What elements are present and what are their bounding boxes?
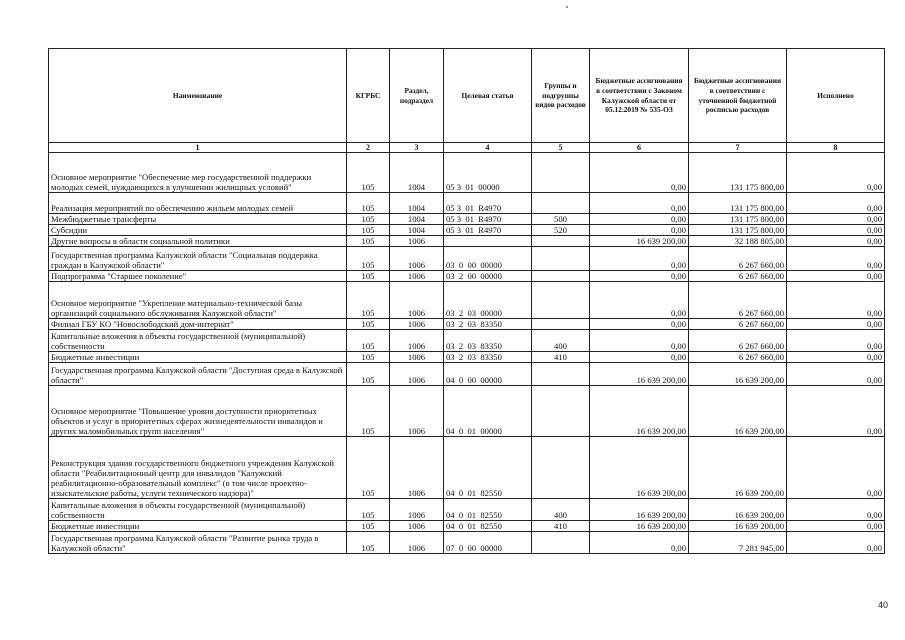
cell-kgrbs: 105 [347, 499, 390, 521]
cell-name: Капитальные вложения в объекты государственной (муниципальной) собственности [49, 499, 347, 521]
cell-refined: 6 267 660,00 [689, 319, 787, 330]
cell-target: 05 3 01 00000 [444, 153, 532, 193]
scan-speck [566, 6, 568, 8]
cell-group [532, 193, 590, 214]
cell-name: Бюджетные инвестиции [49, 521, 347, 532]
cell-executed: 0,00 [787, 437, 885, 499]
table-row [49, 363, 885, 386]
cell-refined: 131 175 800,00 [689, 153, 787, 193]
cell-executed: 0,00 [787, 532, 885, 554]
cell-refined: 16 639 200,00 [689, 386, 787, 437]
cell-group: 400 [532, 330, 590, 352]
cell-razdel: 1006 [390, 330, 444, 352]
table-row [49, 330, 885, 352]
col-header-refined: Бюджетные ассигнования в соответствии с уточненной бюджетной росписью расходов [689, 49, 787, 143]
col-header-executed: Исполнено [787, 49, 885, 143]
cell-group [532, 386, 590, 437]
cell-law: 0,00 [590, 193, 689, 214]
cell-executed: 0,00 [787, 271, 885, 282]
cell-name: Капитальные вложения в объекты государственной (муниципальной) собственности [49, 330, 347, 352]
col-number: 7 [689, 143, 787, 153]
col-header-razdel: Раздел, подраздел [390, 49, 444, 143]
table-row [49, 225, 885, 236]
cell-kgrbs: 105 [347, 271, 390, 282]
cell-refined: 16 639 200,00 [689, 363, 787, 386]
cell-law: 0,00 [590, 225, 689, 236]
table-row [49, 271, 885, 282]
cell-razdel: 1006 [390, 271, 444, 282]
cell-name: Межбюджетные трансферты [49, 214, 347, 225]
cell-kgrbs: 105 [347, 532, 390, 554]
cell-kgrbs: 105 [347, 363, 390, 386]
cell-executed: 0,00 [787, 153, 885, 193]
cell-kgrbs: 105 [347, 521, 390, 532]
cell-group [532, 282, 590, 319]
table-row [49, 193, 885, 214]
cell-executed: 0,00 [787, 282, 885, 319]
cell-group [532, 437, 590, 499]
cell-name: Государственная программа Калужской области "Развитие рынка труда в Калужской области" [49, 532, 347, 554]
table-row [49, 247, 885, 271]
cell-kgrbs: 105 [347, 319, 390, 330]
cell-kgrbs: 105 [347, 437, 390, 499]
cell-refined: 6 267 660,00 [689, 330, 787, 352]
cell-name: Основное мероприятие "Обеспечение мер государственной поддержки молодых семей, нуждающихся в улучшении жилищных условий" [49, 153, 347, 193]
cell-group [532, 247, 590, 271]
cell-target: 04 0 00 00000 [444, 363, 532, 386]
table-body [49, 153, 885, 554]
cell-target: 03 2 03 00000 [444, 282, 532, 319]
cell-razdel: 1006 [390, 386, 444, 437]
cell-executed: 0,00 [787, 330, 885, 352]
cell-name: Реализация мероприятий по обеспечению жильем молодых семей [49, 193, 347, 214]
cell-razdel: 1006 [390, 236, 444, 247]
cell-law: 0,00 [590, 319, 689, 330]
table-row [49, 352, 885, 363]
cell-razdel: 1004 [390, 214, 444, 225]
cell-target: 07 0 00 00000 [444, 532, 532, 554]
cell-target: 03 2 03 83350 [444, 319, 532, 330]
cell-kgrbs: 105 [347, 247, 390, 271]
table-row [49, 236, 885, 247]
cell-refined: 6 267 660,00 [689, 282, 787, 319]
cell-group: 410 [532, 521, 590, 532]
cell-target: 05 3 01 R4970 [444, 225, 532, 236]
cell-law: 16 639 200,00 [590, 437, 689, 499]
cell-target: 05 3 01 R4970 [444, 214, 532, 225]
col-header-name: Наименование [49, 49, 347, 143]
cell-group: 400 [532, 499, 590, 521]
cell-name: Государственная программа Калужской области "Доступная среда в Калужской области" [49, 363, 347, 386]
table-row [49, 319, 885, 330]
cell-razdel: 1006 [390, 282, 444, 319]
col-number: 2 [347, 143, 390, 153]
cell-law: 16 639 200,00 [590, 499, 689, 521]
cell-group [532, 153, 590, 193]
column-number-row [49, 143, 885, 153]
cell-law: 0,00 [590, 282, 689, 319]
cell-law: 16 639 200,00 [590, 236, 689, 247]
cell-executed: 0,00 [787, 352, 885, 363]
cell-law: 0,00 [590, 532, 689, 554]
cell-executed: 0,00 [787, 214, 885, 225]
cell-executed: 0,00 [787, 225, 885, 236]
cell-name: Субсидии [49, 225, 347, 236]
cell-refined: 6 267 660,00 [689, 247, 787, 271]
cell-kgrbs: 105 [347, 153, 390, 193]
cell-executed: 0,00 [787, 499, 885, 521]
table-row [49, 153, 885, 193]
cell-law: 0,00 [590, 247, 689, 271]
cell-name: Основное мероприятие "Укрепление материально-технической базы организаций социального обслуживания Калужской области" [49, 282, 347, 319]
cell-refined: 16 639 200,00 [689, 521, 787, 532]
cell-name: Реконструкция здания государственного бюджетного учреждения Калужской области "Реабилитационный центр для инвалидов "Калужский реабилитационно-образовательный комплекс" (в том числе проектно-изыскательские работы, услуги технического надзора)" [49, 437, 347, 499]
cell-target: 04 0 01 82550 [444, 499, 532, 521]
cell-target: 04 0 01 82550 [444, 521, 532, 532]
col-header-groups: Группы и подгруппы видов расходов [532, 49, 590, 143]
cell-refined: 6 267 660,00 [689, 352, 787, 363]
cell-law: 0,00 [590, 352, 689, 363]
col-header-kgrbs: КГРБС [347, 49, 390, 143]
cell-refined: 131 175 800,00 [689, 225, 787, 236]
cell-executed: 0,00 [787, 363, 885, 386]
cell-executed: 0,00 [787, 319, 885, 330]
cell-target: 03 0 00 00000 [444, 247, 532, 271]
col-number: 3 [390, 143, 444, 153]
cell-executed: 0,00 [787, 521, 885, 532]
cell-razdel: 1006 [390, 319, 444, 330]
cell-kgrbs: 105 [347, 214, 390, 225]
cell-razdel: 1006 [390, 352, 444, 363]
cell-razdel: 1006 [390, 521, 444, 532]
cell-razdel: 1006 [390, 437, 444, 499]
cell-refined: 32 188 805,00 [689, 236, 787, 247]
cell-target [444, 236, 532, 247]
cell-target: 04 0 01 00000 [444, 386, 532, 437]
cell-refined: 6 267 660,00 [689, 271, 787, 282]
budget-table [48, 48, 885, 554]
cell-target: 05 3 01 R4970 [444, 193, 532, 214]
table-row [49, 532, 885, 554]
cell-law: 16 639 200,00 [590, 521, 689, 532]
cell-refined: 131 175 800,00 [689, 193, 787, 214]
table-row [49, 386, 885, 437]
table-row [49, 521, 885, 532]
col-number: 4 [444, 143, 532, 153]
cell-razdel: 1006 [390, 499, 444, 521]
cell-executed: 0,00 [787, 386, 885, 437]
cell-law: 0,00 [590, 214, 689, 225]
cell-kgrbs: 105 [347, 193, 390, 214]
cell-razdel: 1006 [390, 247, 444, 271]
cell-target: 03 2 03 83350 [444, 352, 532, 363]
cell-kgrbs: 105 [347, 386, 390, 437]
cell-razdel: 1004 [390, 193, 444, 214]
header-row [49, 49, 885, 143]
col-header-target: Целевая статья [444, 49, 532, 143]
cell-razdel: 1004 [390, 153, 444, 193]
cell-law: 0,00 [590, 330, 689, 352]
col-number: 6 [590, 143, 689, 153]
cell-name: Филиал ГБУ КО "Новослободский дом-интернат" [49, 319, 347, 330]
cell-group [532, 532, 590, 554]
cell-executed: 0,00 [787, 193, 885, 214]
cell-group: 520 [532, 225, 590, 236]
cell-refined: 7 281 945,00 [689, 532, 787, 554]
cell-group [532, 271, 590, 282]
cell-target: 03 2 00 00000 [444, 271, 532, 282]
col-header-law: Бюджетные ассигнования в соответствии с Законом Калужской области от 05.12.2019 № 535-ОЗ [590, 49, 689, 143]
cell-target: 03 2 03 83350 [444, 330, 532, 352]
cell-executed: 0,00 [787, 247, 885, 271]
cell-target: 04 0 01 82550 [444, 437, 532, 499]
cell-razdel: 1006 [390, 363, 444, 386]
cell-law: 16 639 200,00 [590, 386, 689, 437]
col-number: 5 [532, 143, 590, 153]
cell-law: 16 639 200,00 [590, 363, 689, 386]
cell-kgrbs: 105 [347, 352, 390, 363]
cell-group [532, 319, 590, 330]
cell-group: 410 [532, 352, 590, 363]
cell-group [532, 363, 590, 386]
cell-razdel: 1004 [390, 225, 444, 236]
col-number: 8 [787, 143, 885, 153]
table-row [49, 499, 885, 521]
cell-kgrbs: 105 [347, 330, 390, 352]
cell-refined: 16 639 200,00 [689, 437, 787, 499]
table-row [49, 437, 885, 499]
cell-name: Подпрограмма "Старшее поколение" [49, 271, 347, 282]
cell-name: Основное мероприятие "Повышение уровня доступности приоритетных объектов и услуг в приоритетных сферах жизнедеятельности инвалидов и других маломобильных групп населения" [49, 386, 347, 437]
cell-kgrbs: 105 [347, 282, 390, 319]
cell-group [532, 236, 590, 247]
cell-refined: 131 175 800,00 [689, 214, 787, 225]
cell-group: 500 [532, 214, 590, 225]
cell-kgrbs: 105 [347, 236, 390, 247]
cell-refined: 16 639 200,00 [689, 499, 787, 521]
table-row [49, 214, 885, 225]
cell-name: Другие вопросы в области социальной политики [49, 236, 347, 247]
cell-kgrbs: 105 [347, 225, 390, 236]
cell-name: Государственная программа Калужской области "Социальная поддержка граждан в Калужской области" [49, 247, 347, 271]
cell-law: 0,00 [590, 153, 689, 193]
col-number: 1 [49, 143, 347, 153]
page-number: 40 [878, 600, 889, 610]
cell-executed: 0,00 [787, 236, 885, 247]
table-row [49, 282, 885, 319]
cell-name: Бюджетные инвестиции [49, 352, 347, 363]
cell-law: 0,00 [590, 271, 689, 282]
cell-razdel: 1006 [390, 532, 444, 554]
